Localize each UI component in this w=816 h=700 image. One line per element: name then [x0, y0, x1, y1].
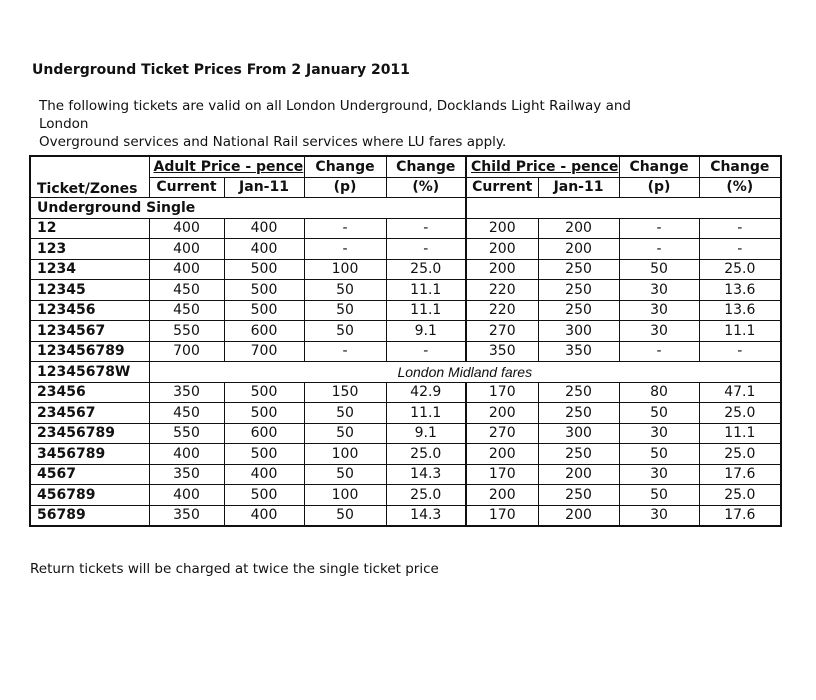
- cell-adult-current: 400: [149, 218, 224, 239]
- header-ticket-zones: Ticket/Zones: [30, 156, 149, 198]
- cell-zone: 4567: [30, 464, 149, 485]
- header-adult-current: Current: [149, 177, 224, 198]
- cell-zone: 23456: [30, 382, 149, 403]
- cell-adult-current: 400: [149, 259, 224, 280]
- header-adult-price-label: Adult Price - pence: [153, 158, 304, 175]
- cell-adult-jan11: 500: [224, 259, 304, 280]
- table-row: [30, 280, 781, 301]
- header-adult-change-p: Change: [304, 156, 386, 177]
- cell-zone: 12: [30, 218, 149, 239]
- header-child-change-pct: Change: [699, 156, 781, 177]
- cell-zone: 1234567: [30, 321, 149, 342]
- cell-adult-change-p: -: [304, 341, 386, 362]
- cell-child-current: 170: [466, 382, 538, 403]
- cell-adult-change-pct: -: [386, 341, 466, 362]
- header-adult-price: [149, 156, 304, 177]
- cell-child-jan11: 250: [538, 403, 619, 424]
- cell-adult-change-pct: -: [386, 239, 466, 260]
- cell-adult-jan11: 400: [224, 505, 304, 526]
- header-child-p-unit: (p): [619, 177, 699, 198]
- cell-child-current: 200: [466, 485, 538, 506]
- table-row: [30, 321, 781, 342]
- cell-adult-change-p: 50: [304, 505, 386, 526]
- cell-adult-jan11: 400: [224, 464, 304, 485]
- cell-adult-current: 400: [149, 239, 224, 260]
- cell-child-change-p: 30: [619, 505, 699, 526]
- cell-zone: 123456789: [30, 341, 149, 362]
- cell-adult-current: 350: [149, 464, 224, 485]
- cell-child-change-pct: 25.0: [699, 259, 781, 280]
- header-adult-p-unit: (p): [304, 177, 386, 198]
- cell-adult-jan11: 600: [224, 321, 304, 342]
- table-row: [30, 423, 781, 444]
- section-row: [30, 198, 781, 219]
- cell-adult-current: 450: [149, 280, 224, 301]
- cell-child-current: 350: [466, 341, 538, 362]
- cell-zone: 56789: [30, 505, 149, 526]
- header-child-current: Current: [466, 177, 538, 198]
- cell-child-current: 200: [466, 259, 538, 280]
- cell-zone: 12345: [30, 280, 149, 301]
- header-adult-change-pct: Change: [386, 156, 466, 177]
- cell-child-jan11: 200: [538, 218, 619, 239]
- table-row: [30, 300, 781, 321]
- cell-child-current: 270: [466, 423, 538, 444]
- table-row: [30, 464, 781, 485]
- fares-table: [29, 155, 782, 527]
- cell-adult-jan11: 600: [224, 423, 304, 444]
- cell-adult-change-pct: 11.1: [386, 403, 466, 424]
- cell-child-current: 170: [466, 505, 538, 526]
- cell-child-change-p: 50: [619, 259, 699, 280]
- cell-adult-change-pct: 25.0: [386, 444, 466, 465]
- cell-child-change-pct: 13.6: [699, 300, 781, 321]
- header-child-pct-unit: (%): [699, 177, 781, 198]
- cell-adult-change-p: 50: [304, 300, 386, 321]
- cell-child-jan11: 250: [538, 444, 619, 465]
- cell-child-jan11: 250: [538, 382, 619, 403]
- cell-child-change-p: 50: [619, 485, 699, 506]
- cell-child-current: 220: [466, 280, 538, 301]
- cell-child-change-p: -: [619, 239, 699, 260]
- cell-adult-jan11: 500: [224, 403, 304, 424]
- table-row: [30, 382, 781, 403]
- cell-adult-change-p: 100: [304, 259, 386, 280]
- cell-child-change-p: 30: [619, 321, 699, 342]
- cell-adult-jan11: 500: [224, 300, 304, 321]
- table-row: [30, 259, 781, 280]
- cell-child-jan11: 350: [538, 341, 619, 362]
- cell-adult-change-p: 50: [304, 464, 386, 485]
- cell-zone: 3456789: [30, 444, 149, 465]
- header-row-1: [30, 156, 781, 177]
- table-row-midland: [30, 362, 781, 383]
- cell-adult-jan11: 700: [224, 341, 304, 362]
- cell-midland-note: London Midland fares: [149, 362, 781, 383]
- cell-adult-current: 400: [149, 444, 224, 465]
- footer-note: Return tickets will be charged at twice the single ticket price: [30, 561, 439, 577]
- intro-text: [39, 97, 679, 151]
- cell-adult-jan11: 400: [224, 239, 304, 260]
- cell-child-change-pct: 11.1: [699, 321, 781, 342]
- cell-adult-current: 550: [149, 423, 224, 444]
- cell-child-jan11: 250: [538, 300, 619, 321]
- cell-child-change-p: 30: [619, 280, 699, 301]
- cell-adult-current: 450: [149, 300, 224, 321]
- cell-child-current: 200: [466, 444, 538, 465]
- cell-adult-change-p: 50: [304, 423, 386, 444]
- cell-child-jan11: 200: [538, 239, 619, 260]
- cell-child-jan11: 300: [538, 423, 619, 444]
- cell-adult-current: 400: [149, 485, 224, 506]
- cell-adult-change-pct: 25.0: [386, 259, 466, 280]
- cell-zone: 1234: [30, 259, 149, 280]
- cell-adult-change-pct: 14.3: [386, 505, 466, 526]
- cell-adult-change-pct: 25.0: [386, 485, 466, 506]
- cell-child-change-p: 50: [619, 444, 699, 465]
- cell-adult-jan11: 400: [224, 218, 304, 239]
- header-child-jan11: Jan-11: [538, 177, 619, 198]
- cell-child-jan11: 200: [538, 464, 619, 485]
- document-title: Underground Ticket Prices From 2 January 2011: [32, 62, 410, 78]
- cell-child-change-p: 80: [619, 382, 699, 403]
- cell-zone: 123456: [30, 300, 149, 321]
- cell-child-current: 170: [466, 464, 538, 485]
- cell-adult-current: 350: [149, 382, 224, 403]
- cell-child-change-p: -: [619, 218, 699, 239]
- cell-adult-change-p: -: [304, 239, 386, 260]
- cell-adult-change-p: -: [304, 218, 386, 239]
- cell-adult-change-p: 150: [304, 382, 386, 403]
- cell-child-change-p: -: [619, 341, 699, 362]
- cell-child-change-p: 50: [619, 403, 699, 424]
- cell-adult-current: 450: [149, 403, 224, 424]
- cell-child-jan11: 250: [538, 259, 619, 280]
- table-row: [30, 218, 781, 239]
- intro-line-1: The following tickets are valid on all London Underground, Docklands Light Railway and London: [39, 98, 631, 132]
- cell-adult-change-p: 50: [304, 403, 386, 424]
- cell-adult-change-pct: 14.3: [386, 464, 466, 485]
- cell-adult-change-p: 100: [304, 485, 386, 506]
- cell-child-change-pct: -: [699, 341, 781, 362]
- cell-child-change-pct: 13.6: [699, 280, 781, 301]
- cell-zone: 12345678W: [30, 362, 149, 383]
- header-adult-jan11: Jan-11: [224, 177, 304, 198]
- header-adult-pct-unit: (%): [386, 177, 466, 198]
- intro-line-2: Overground services and National Rail services where LU fares apply.: [39, 134, 507, 150]
- cell-adult-change-p: 100: [304, 444, 386, 465]
- cell-child-change-pct: 25.0: [699, 485, 781, 506]
- cell-zone: 123: [30, 239, 149, 260]
- cell-child-current: 220: [466, 300, 538, 321]
- cell-child-change-pct: 17.6: [699, 505, 781, 526]
- header-child-price: [466, 156, 619, 177]
- table-row: [30, 485, 781, 506]
- cell-child-current: 200: [466, 239, 538, 260]
- cell-child-change-pct: -: [699, 218, 781, 239]
- table-row: [30, 239, 781, 260]
- cell-adult-jan11: 500: [224, 382, 304, 403]
- table-row: [30, 403, 781, 424]
- cell-adult-change-pct: 9.1: [386, 423, 466, 444]
- cell-child-jan11: 300: [538, 321, 619, 342]
- cell-adult-change-p: 50: [304, 321, 386, 342]
- cell-adult-change-pct: 11.1: [386, 280, 466, 301]
- cell-zone: 456789: [30, 485, 149, 506]
- cell-adult-change-p: 50: [304, 280, 386, 301]
- cell-zone: 234567: [30, 403, 149, 424]
- header-child-price-label: Child Price - pence: [471, 158, 619, 175]
- cell-adult-change-pct: -: [386, 218, 466, 239]
- cell-adult-change-pct: 42.9: [386, 382, 466, 403]
- cell-adult-jan11: 500: [224, 444, 304, 465]
- cell-child-jan11: 250: [538, 485, 619, 506]
- cell-child-change-p: 30: [619, 300, 699, 321]
- cell-child-current: 200: [466, 403, 538, 424]
- cell-child-change-pct: 47.1: [699, 382, 781, 403]
- cell-adult-change-pct: 11.1: [386, 300, 466, 321]
- cell-adult-current: 350: [149, 505, 224, 526]
- table-row: [30, 444, 781, 465]
- cell-child-current: 200: [466, 218, 538, 239]
- cell-child-change-pct: 11.1: [699, 423, 781, 444]
- cell-child-jan11: 250: [538, 280, 619, 301]
- cell-adult-jan11: 500: [224, 485, 304, 506]
- cell-adult-current: 550: [149, 321, 224, 342]
- cell-child-change-p: 30: [619, 423, 699, 444]
- cell-child-change-pct: 25.0: [699, 403, 781, 424]
- cell-adult-current: 700: [149, 341, 224, 362]
- header-child-change-p: Change: [619, 156, 699, 177]
- cell-child-change-pct: 25.0: [699, 444, 781, 465]
- cell-child-change-p: 30: [619, 464, 699, 485]
- section-spacer: [466, 198, 781, 219]
- cell-child-current: 270: [466, 321, 538, 342]
- table-row: [30, 341, 781, 362]
- section-underground-single: Underground Single: [30, 198, 466, 219]
- cell-zone: 23456789: [30, 423, 149, 444]
- cell-child-change-pct: -: [699, 239, 781, 260]
- cell-adult-jan11: 500: [224, 280, 304, 301]
- cell-child-jan11: 200: [538, 505, 619, 526]
- table-row: [30, 505, 781, 526]
- cell-child-change-pct: 17.6: [699, 464, 781, 485]
- cell-adult-change-pct: 9.1: [386, 321, 466, 342]
